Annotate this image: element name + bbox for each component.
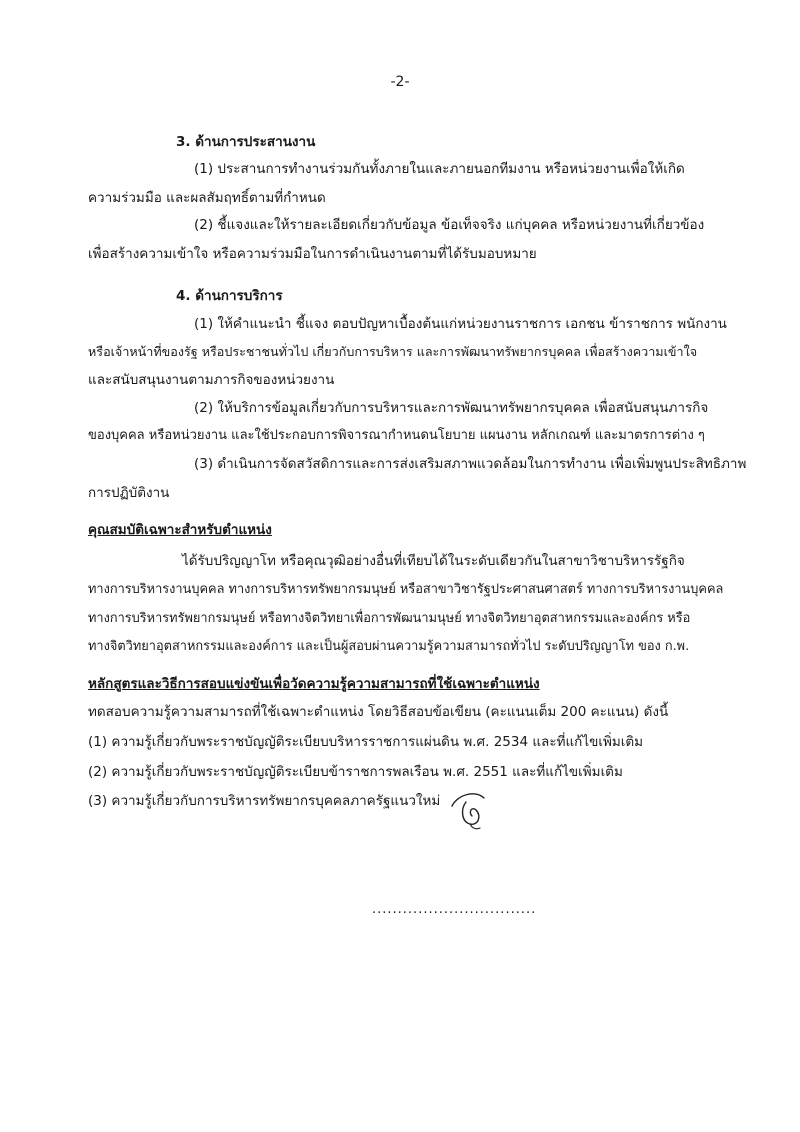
footer-dots: ................................ [372,902,537,917]
paragraph-line: ทางการบริหารงานบุคคล ทางการบริหารทรัพยากรมนุษย์ หรือสาขาวิชารัฐประศาสนศาสตร์ ทางการบริหารงานบุคคล [88,582,724,597]
section-heading-coordination: 3. ด้านการประสานงาน [176,134,316,150]
paragraph-line: ทดสอบความรู้ความสามารถที่ใช้เฉพาะตำแหน่ง โดยวิธีสอบข้อเขียน (คะแนนเต็ม 200 คะแนน) ดังนี้ [88,704,669,720]
section-heading-service: 4. ด้านการบริการ [176,288,283,304]
paragraph-line: (2) ให้บริการข้อมูลเกี่ยวกับการบริหารและการพัฒนาทรัพยากรบุคคล เพื่อสนับสนุนภารกิจ [194,400,709,416]
paragraph-line: เพื่อสร้างความเข้าใจ หรือความร่วมมือในการดำเนินงานตามที่ได้รับมอบหมาย [88,246,537,262]
section-heading-exam: หลักสูตรและวิธีการสอบแข่งขันเพื่อวัดความรู้ความสามารถที่ใช้เฉพาะตำแหน่ง [88,676,540,692]
paragraph-line: (1) ให้คำแนะนำ ชี้แจง ตอบปัญหาเบื้องต้นแก่หน่วยงานราชการ เอกชน ข้าราชการ พนักงาน [194,316,727,332]
paragraph-line: (3) ดำเนินการจัดสวัสดิการและการส่งเสริมสภาพแวดล้อมในการทำงาน เพื่อเพิ่มพูนประสิทธิภาพ [194,456,747,472]
paragraph-line: (2) ชี้แจงและให้รายละเอียดเกี่ยวกับข้อมูล ข้อเท็จจริง แก่บุคคล หรือหน่วยงานที่เกี่ยวข้อง [194,217,705,233]
paragraph-line: ทางการบริหารทรัพยากรมนุษย์ หรือทางจิตวิทยาเพื่อการพัฒนามนุษย์ ทางจิตวิทยาอุตสาหกรรมและองค์กร หรือ [88,611,691,626]
signature-icon [446,776,490,832]
paragraph-line: และสนับสนุนงานตามภารกิจของหน่วยงาน [88,372,335,388]
section-heading-qualifications: คุณสมบัติเฉพาะสำหรับตำแหน่ง [88,522,272,538]
paragraph-line: ได้รับปริญญาโท หรือคุณวุฒิอย่างอื่นที่เทียบได้ในระดับเดียวกันในสาขาวิชาบริหารรัฐกิจ [182,553,685,569]
list-item: (3) ความรู้เกี่ยวกับการบริหารทรัพยากรบุคคลภาครัฐแนวใหม่ [88,793,441,809]
page-number: -2- [390,74,410,90]
paragraph-line: ของบุคคล หรือหน่วยงาน และใช้ประกอบการพิจารณากำหนดนโยบาย แผนงาน หลักเกณฑ์ และมาตรการต่าง ๆ [88,428,705,443]
paragraph-line: ความร่วมมือ และผลสัมฤทธิ์ตามที่กำหนด [88,190,326,206]
paragraph-line: หรือเจ้าหน้าที่ของรัฐ หรือประชาชนทั่วไป เกี่ยวกับการบริหาร และการพัฒนาทรัพยากรบุคคล เพื่อสร้างความเข้าใจ [88,344,698,359]
paragraph-line: (1) ประสานการทำงานร่วมกันทั้งภายในและภายนอกทีมงาน หรือหน่วยงานเพื่อให้เกิด [194,161,685,177]
list-item: (1) ความรู้เกี่ยวกับพระราชบัญญัติระเบียบบริหารราชการแผ่นดิน พ.ศ. 2534 และที่แก้ไขเพิ่มเติม [88,734,644,750]
list-item: (2) ความรู้เกี่ยวกับพระราชบัญญัติระเบียบข้าราชการพลเรือน พ.ศ. 2551 และที่แก้ไขเพิ่มเติม [88,764,623,780]
paragraph-line: ทางจิตวิทยาอุตสาหกรรมและองค์การ และเป็นผู้สอบผ่านความรู้ความสามารถทั่วไป ระดับปริญญาโท ของ ก.พ. [88,639,690,654]
paragraph-line: การปฏิบัติงาน [88,485,170,501]
